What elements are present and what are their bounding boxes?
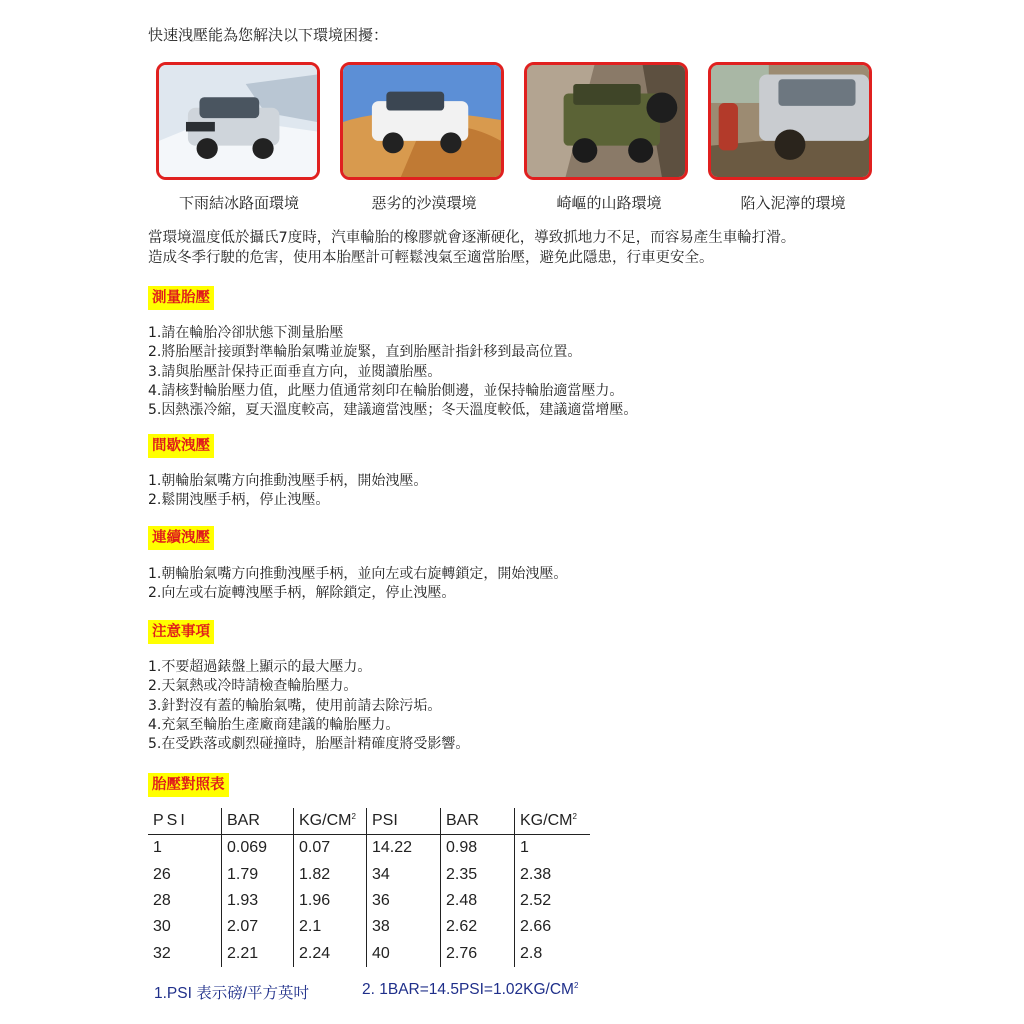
table-cell: 26 [153, 865, 171, 883]
table-cell: 2.48 [441, 888, 515, 914]
continuous-steps [148, 565, 567, 604]
table-cell: 0.07 [294, 835, 367, 862]
list-item: 5.在受跌落或劇烈碰撞時，胎壓計精確度將受影響。 [148, 736, 470, 753]
caption-snow: 下雨結冰路面環境 [178, 194, 299, 212]
table-header-cell: PSI [148, 808, 222, 835]
list-item: 2.向左或右旋轉洩壓手柄，解除鎖定，停止洩壓。 [148, 585, 456, 602]
table-header-cell: $KG/CM^2$ [515, 808, 591, 835]
list-item: 2.鬆開洩壓手柄，停止洩壓。 [148, 492, 330, 509]
table-cell: 2.21 [222, 941, 294, 967]
table-header-cell: $KG/CM^2$ [294, 808, 367, 835]
table-row [148, 914, 590, 940]
table-cell: 0.069 [222, 835, 294, 862]
table-cell: 2.62 [441, 914, 515, 940]
table-cell: 2.38 [515, 861, 591, 887]
table-header-cell: BAR [222, 808, 294, 835]
list-item: 3.請與胎壓計保持正面垂直方向，並閱讀胎壓。 [148, 363, 442, 380]
list-item: 2.天氣熱或冷時請檢查輪胎壓力。 [148, 678, 358, 695]
suv-desert-photo [340, 62, 504, 180]
list-item: 1.朝輪胎氣嘴方向推動洩壓手柄，並向左或右旋轉鎖定，開始洩壓。 [148, 566, 568, 582]
table-cell: 2.35 [441, 861, 515, 887]
table-header-cell: BAR [441, 808, 515, 835]
caption-mud: 陷入泥濘的環境 [740, 194, 846, 212]
jeep-mountain-photo [524, 62, 688, 180]
table-cell: 1.93 [222, 888, 294, 914]
section-title-intermittent: 間歇洩壓 [148, 434, 214, 458]
section-title-continuous: 連續洩壓 [148, 526, 214, 550]
table-cell: 1.79 [222, 861, 294, 887]
table-cell: 34 [367, 861, 441, 887]
footnote-psi: 1.PSI 表示磅/平方英吋 [154, 985, 310, 1002]
list-item: 1.不要超過錶盤上顯示的最大壓力。 [148, 659, 372, 675]
table-cell: 2.52 [515, 888, 591, 914]
table-cell: 32 [153, 944, 171, 962]
table-cell: 2.1 [294, 914, 367, 940]
table-cell: 36 [367, 888, 441, 914]
notes-list [148, 658, 469, 754]
table-cell: 2.66 [515, 914, 591, 940]
table-row [148, 861, 590, 887]
list-item: 2.將胎壓計接頭對準輪胎氣嘴並旋緊，直到胎壓計指針移到最高位置。 [148, 344, 582, 361]
table-cell: 0.98 [441, 835, 515, 862]
section-title-notes: 注意事項 [148, 620, 214, 644]
footnote-conversion: 2. $1BAR=14.5PSI=1.02KG/CM^2$ [362, 981, 579, 998]
table-row [148, 888, 590, 914]
table-row [148, 835, 590, 862]
table-cell: 2.07 [222, 914, 294, 940]
section-title-table: 胎壓對照表 [148, 773, 229, 797]
intro-text: 快速洩壓能為您解決以下環境困擾： [148, 26, 389, 44]
list-item: 4.充氣至輪胎生產廠商建議的輪胎壓力。 [148, 716, 400, 733]
table-header-cell: PSI [367, 808, 441, 835]
list-item: 1.朝輪胎氣嘴方向推動洩壓手柄，開始洩壓。 [148, 473, 428, 489]
table-cell: 1.82 [294, 861, 367, 887]
description-paragraph [148, 228, 795, 268]
table-cell: 1 [515, 835, 591, 862]
table-row [148, 941, 590, 967]
list-item: 1.請在輪胎冷卻狀態下測量胎壓 [148, 325, 344, 341]
suv-mud-photo [708, 62, 872, 180]
description-line: 當環境溫度低於攝氏7度時，汽車輪胎的橡膠就會逐漸硬化，導致抓地力不足，而容易產生車輪打滑。 [148, 230, 796, 246]
pressure-table [148, 808, 590, 967]
table-cell: 14.22 [367, 835, 441, 862]
table-cell: 2.24 [294, 941, 367, 967]
caption-mountain: 崎嶇的山路環境 [556, 194, 662, 212]
table-cell: 38 [367, 914, 441, 940]
list-item: 4.請核對輪胎壓力值，此壓力值通常刻印在輪胎側邊，並保持輪胎適當壓力。 [148, 382, 624, 399]
list-item: 3.針對沒有蓋的輪胎氣嘴，使用前請去除污垢。 [148, 697, 442, 714]
caption-desert: 惡劣的沙漠環境 [371, 194, 477, 212]
intermittent-steps [148, 472, 427, 511]
table-cell: 1 [153, 839, 162, 857]
table-cell: 2.76 [441, 941, 515, 967]
description-line: 造成冬季行駛的危害，使用本胎壓計可輕鬆洩氣至適當胎壓，避免此隱患，行車更安全。 [148, 250, 714, 266]
table-header-row [148, 808, 590, 835]
suv-snow-photo [156, 62, 320, 180]
table-cell: 2.8 [515, 941, 591, 967]
table-cell: 30 [153, 918, 171, 936]
measure-steps [148, 324, 637, 420]
section-title-measure: 測量胎壓 [148, 286, 214, 310]
table-cell: 1.96 [294, 888, 367, 914]
table-cell: 40 [367, 941, 441, 967]
table-cell: 28 [153, 891, 171, 909]
list-item: 5.因熱漲冷縮，夏天溫度較高，建議適當洩壓；冬天溫度較低，建議適當增壓。 [148, 402, 638, 419]
